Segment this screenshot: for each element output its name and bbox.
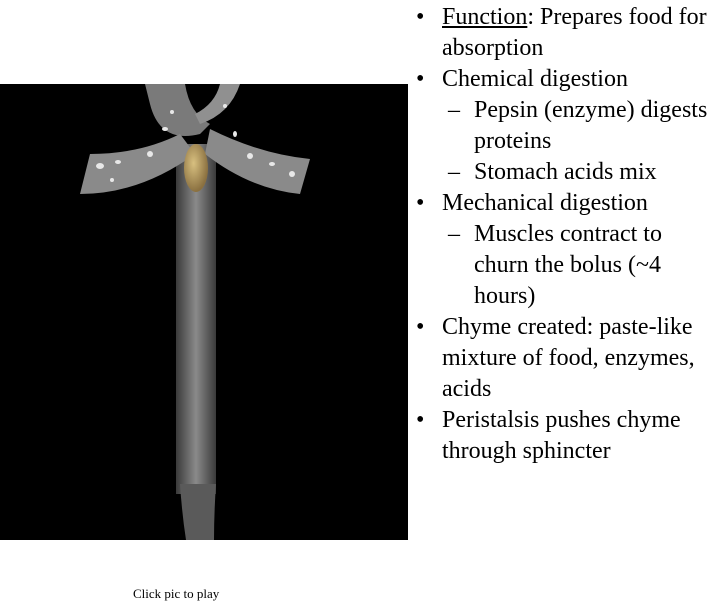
esophagus-tube bbox=[176, 144, 216, 494]
bullet-marker: • bbox=[416, 66, 425, 92]
bullet-marker: • bbox=[416, 4, 425, 30]
sub-bullet-marker: – bbox=[448, 221, 460, 247]
tube-bottom bbox=[180, 484, 216, 540]
bullet-item bbox=[416, 405, 716, 467]
bullet-marker: • bbox=[416, 314, 425, 340]
sub-bullet-item bbox=[416, 157, 716, 188]
bullet-text: Mechanical digestion bbox=[442, 190, 648, 216]
stomach-animation-video[interactable] bbox=[0, 84, 408, 601]
bullet-label: Function bbox=[442, 4, 528, 30]
sub-bullet-item bbox=[416, 95, 716, 157]
sub-bullet-item bbox=[416, 219, 716, 312]
video-caption: Click pic to play bbox=[133, 586, 220, 601]
bullet-marker: • bbox=[416, 407, 425, 433]
upper-right-branch bbox=[195, 84, 240, 124]
bullet-text: : Prepares food for absorption bbox=[442, 4, 707, 61]
sub-bullet-text: Pepsin (enzyme) digests proteins bbox=[474, 97, 708, 154]
bullet-item bbox=[416, 188, 716, 219]
right-branch bbox=[205, 129, 310, 194]
sub-bullet-text: Stomach acids mix bbox=[474, 159, 657, 185]
upper-branch bbox=[145, 84, 210, 136]
bullet-item bbox=[416, 2, 716, 64]
food-bolus bbox=[184, 144, 208, 192]
bullet-text: Chyme created: paste-like mixture of food, enzymes, acids bbox=[442, 314, 695, 402]
sub-bullet-text: Muscles contract to churn the bolus (~4 hours) bbox=[474, 221, 662, 309]
sub-bullet-marker: – bbox=[448, 97, 460, 123]
bullet-list bbox=[416, 2, 716, 467]
stomach-xray-image bbox=[0, 84, 408, 540]
bullet-marker: • bbox=[416, 190, 425, 216]
sub-bullet-marker: – bbox=[448, 159, 460, 185]
bullet-item bbox=[416, 312, 716, 405]
bullet-item bbox=[416, 64, 716, 95]
bullet-text: Chemical digestion bbox=[442, 66, 628, 92]
bullet-text: Peristalsis pushes chyme through sphincter bbox=[442, 407, 681, 464]
